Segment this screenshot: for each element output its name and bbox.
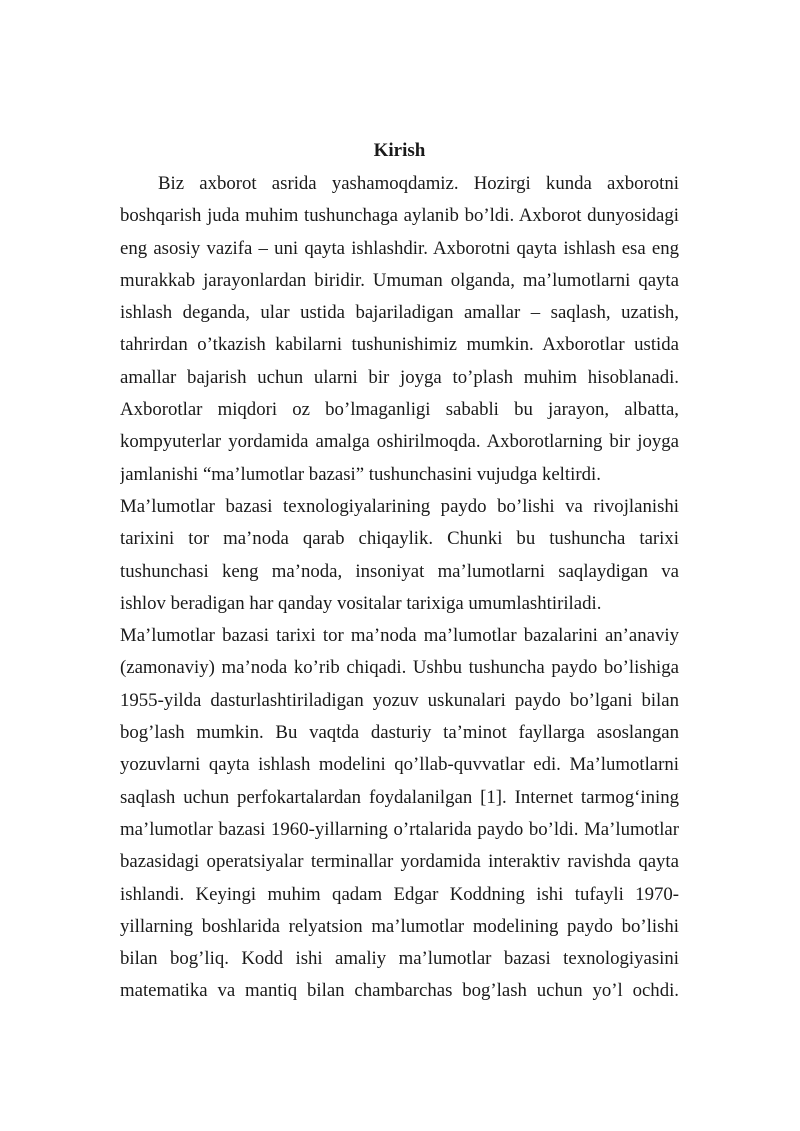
paragraph-3-line: matematika va mantiq bilan chambarchas bog’lash uchun yo’l ochdi. (120, 980, 679, 1002)
paragraph-3-line: yozuvlarni qayta ishlash modelini qo’llab-quvvatlar edi. Ma’lumotlarni (120, 754, 679, 776)
paragraph-1-line: Biz axborot asrida yashamoqdamiz. Hozirgi kunda axborotni (158, 173, 679, 194)
paragraph-3-line: ma’lumotlar bazasi 1960-yillarning o’rtalarida paydo bo’ldi. Ma’lumotlar (120, 818, 679, 840)
paragraph-3-line: saqlash uchun perfokartalardan foydalanilgan [1]. Internet tarmog‘ining (120, 786, 679, 808)
paragraph-1-line: kompyuterlar yordamida amalga oshirilmoqda. Axborotlarning bir joyga (120, 431, 679, 453)
paragraph-2-line: tushunchasi keng ma’noda, insoniyat ma’lumotlarni saqlaydigan va (120, 560, 679, 582)
paragraph-1-line: tahrirdan o’tkazish kabilarni tushunishimiz mumkin. Axborotlar ustida (120, 334, 679, 356)
page-title: Kirish (373, 140, 426, 161)
paragraph-3-line: 1955-yilda dasturlashtiriladigan yozuv uskunalari paydo bo’lgani bilan (120, 689, 679, 711)
document-body (120, 168, 679, 1008)
paragraph-3-line: bog’lash mumkin. Bu vaqtda dasturiy ta’minot fayllarga asoslangan (120, 722, 679, 744)
paragraph-1-line: Axborotlar miqdori oz bo’lmaganligi sababli bu jarayon, albatta, (120, 399, 679, 421)
paragraph-1-line: amallar bajarish uchun ularni bir joyga to’plash muhim hisoblanadi. (120, 366, 679, 388)
paragraph-2-line: ishlov beradigan har qanday vositalar tarixiga umumlashtiriladi. (120, 592, 602, 614)
paragraph-2-line: tarixini tor ma’noda qarab chiqaylik. Chunki bu tushuncha tarixi (120, 528, 679, 550)
paragraph-1-line: jamlanishi “ma’lumotlar bazasi” tushunchasini vujudga keltirdi. (120, 463, 601, 485)
paragraph-3-line: yillarning boshlarida relyatsion ma’lumotlar modelining paydo bo’lishi (120, 915, 679, 937)
paragraph-1-line: ishlash deganda, ular ustida bajariladigan amallar – saqlash, uzatish, (120, 302, 679, 324)
paragraph-1-line: boshqarish juda muhim tushunchaga aylanib bo’ldi. Axborot dunyosidagi (120, 205, 679, 227)
paragraph-2-line: Ma’lumotlar bazasi texnologiyalarining paydo bo’lishi va rivojlanishi (120, 495, 679, 517)
paragraph-3-line: ishlandi. Keyingi muhim qadam Edgar Koddning ishi tufayli 1970- (120, 883, 679, 905)
paragraph-3-line: bilan bog’liq. Kodd ishi amaliy ma’lumotlar bazasi texnologiyasini (120, 948, 679, 970)
paragraph-3-line: Ma’lumotlar bazasi tarixi tor ma’noda ma’lumotlar bazalarini an’anaviy (120, 625, 679, 647)
paragraph-3-line: bazasidagi operatsiyalar terminallar yordamida interaktiv ravishda qayta (120, 851, 679, 873)
paragraph-1-line: murakkab jarayonlardan biridir. Umuman olganda, ma’lumotlarni qayta (120, 269, 679, 291)
paragraph-1-line: eng asosiy vazifa – uni qayta ishlashdir. Axborotni qayta ishlash esa eng (120, 237, 679, 259)
paragraph-3-line: (zamonaviy) ma’noda ko’rib chiqadi. Ushbu tushuncha paydo bo’lishiga (120, 657, 679, 679)
